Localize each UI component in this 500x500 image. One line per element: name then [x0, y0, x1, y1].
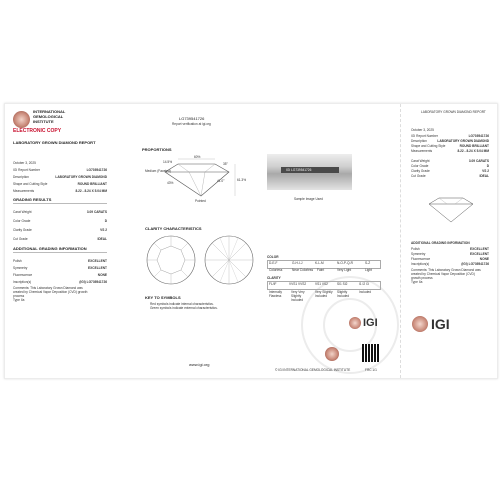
report-number-row — [13, 168, 107, 173]
row-label: Carat Weight — [411, 159, 430, 163]
row-label: IGI Report Number — [411, 134, 438, 138]
clarity-grade: VS1 VS2 — [315, 282, 328, 286]
institute-name-line-2: GEMOLOGICAL — [33, 114, 64, 119]
row-label: Cut Grade — [13, 237, 28, 241]
row-value: D — [104, 219, 107, 223]
color-word: Near Colorless — [292, 268, 314, 272]
row-label: Measurements — [13, 189, 35, 193]
right-row — [411, 134, 489, 138]
electronic-copy-label: ELECTRONIC COPY — [13, 128, 62, 134]
right-date: October 3, 2025 — [411, 128, 434, 132]
right-comments-3: growth process — [411, 276, 433, 280]
right-row — [411, 149, 489, 153]
color-grade: N-O-P-Q-R — [337, 261, 353, 265]
clarity-plot-pavilion — [203, 234, 255, 286]
right-row — [411, 164, 489, 168]
right-add-row — [411, 247, 489, 251]
row-value: (IGI) LG739541726 — [79, 280, 107, 284]
prop-label: 60% — [194, 155, 201, 159]
row-label: IGI Report Number — [13, 168, 40, 172]
row-value: (IGI) LG739541726 — [461, 262, 489, 266]
igi-report-document — [4, 103, 498, 379]
row-label: Color Grade — [411, 164, 429, 168]
proportions-diagram — [145, 150, 265, 206]
inscription-row — [13, 280, 107, 285]
color-grade: K-L-M — [315, 261, 324, 265]
institute-name-line-3: INSTITUTE — [33, 119, 54, 124]
right-report-title: LABORATORY GROWN DIAMOND REPORT — [421, 110, 486, 114]
row-label: Description — [411, 139, 427, 143]
row-value: EXCELLENT — [88, 266, 107, 270]
report-title: LABORATORY GROWN DIAMOND REPORT — [13, 140, 96, 145]
row-value: LABORATORY GROWN DIAMOND — [437, 139, 489, 143]
right-row — [411, 144, 489, 148]
symmetry-row — [13, 266, 107, 271]
row-value: LG739541726 — [468, 134, 489, 138]
row-label: Carat Weight — [13, 210, 32, 214]
row-value: 3.09 CARATS — [468, 159, 489, 163]
key-line-green: Green symbols indicate external characteristics. — [150, 306, 218, 310]
row-value: NONE — [97, 273, 107, 277]
row-label: Polish — [411, 247, 420, 251]
verification-note: Report verification at igi.org — [172, 122, 211, 126]
grading-results-title: GRADING RESULTS — [13, 197, 52, 202]
key-to-symbols-title: KEY TO SYMBOLS — [145, 295, 181, 300]
comments-line-4: Type IIa — [13, 298, 25, 302]
igi-seal-logo-footer — [325, 347, 339, 361]
row-label: Inscription(s) — [13, 280, 32, 284]
row-label: Inscription(s) — [411, 262, 430, 266]
igi-logo-text-center: IGI — [363, 317, 378, 329]
color-scale-title: COLOR — [267, 255, 279, 259]
color-grade: G-H-I-J — [292, 261, 303, 265]
clarity-word: Included — [359, 290, 372, 294]
row-value: VS 2 — [100, 228, 107, 232]
row-value: ROUND BRILLIANT — [459, 144, 489, 148]
footer-page: FRC 1/1 — [365, 368, 377, 372]
row-value: VS 2 — [482, 169, 489, 173]
shape-row — [13, 182, 107, 187]
clarity-characteristics-title: CLARITY CHARACTERISTICS — [145, 226, 202, 231]
clarity-grade: FL/IF — [269, 282, 277, 286]
proportions-title: PROPORTIONS — [142, 147, 172, 152]
prop-label: 43% — [167, 181, 174, 185]
key-line-red: Red symbols indicate internal characteristics. — [150, 302, 214, 306]
report-date: October 3, 2025 — [13, 161, 36, 165]
row-value: LABORATORY GROWN DIAMOND — [55, 175, 107, 179]
right-row — [411, 169, 489, 173]
row-label: Clarity Grade — [411, 169, 430, 173]
color-word: Very Light — [337, 268, 352, 272]
color-word: Faint — [317, 268, 325, 272]
right-comments-4: Type IIa — [411, 280, 423, 284]
clarity-word: Very Slightly Included — [315, 290, 333, 298]
row-label: Polish — [13, 259, 22, 263]
color-grade: S-Z — [365, 261, 371, 265]
row-label: Shape and Cutting Style — [13, 182, 48, 186]
prop-label: Pointed — [195, 199, 206, 203]
row-label: Shape and Cutting Style — [411, 144, 446, 148]
divider — [13, 203, 107, 204]
row-label: Measurements — [411, 149, 433, 153]
row-label: Cut Grade — [411, 174, 426, 178]
sample-image-caption: Sample Image Used — [294, 197, 323, 201]
website: www.igi.org — [189, 362, 210, 367]
right-comments-1: Comments: This Laboratory Grown Diamond was — [411, 268, 481, 272]
row-label: Symmetry — [13, 266, 28, 270]
divider — [13, 252, 107, 253]
right-row — [411, 139, 489, 143]
footer-copyright: © IGI INTERNATIONAL GEMOLOGICAL INSTITUTE — [275, 368, 351, 372]
row-value: EXCELLENT — [88, 259, 107, 263]
row-value: 3.09 CARATS — [86, 210, 107, 214]
description-row — [13, 175, 107, 180]
row-value: LG739541726 — [86, 168, 107, 172]
right-row — [411, 159, 489, 163]
igi-logo-circle-center — [349, 317, 361, 329]
row-label: Fluorescence — [13, 273, 33, 277]
column-divider — [400, 104, 401, 378]
right-proportions-diagram — [423, 192, 479, 226]
clarity-grade: VVS1 VVS2 — [289, 282, 307, 286]
row-label: Fluorescence — [411, 257, 431, 261]
row-value: 8.22 - 8.24 X 5.04 MM — [457, 149, 489, 153]
clarity-grade: SI1 SI2 — [337, 282, 348, 286]
color-word: Colorless — [269, 268, 283, 272]
row-label: Clarity Grade — [13, 228, 32, 232]
verification-qr-code — [362, 344, 380, 362]
institute-name-line-1: INTERNATIONAL — [33, 109, 66, 114]
right-add-row — [411, 252, 489, 256]
row-value: NONE — [479, 257, 489, 261]
comments-line-3: process — [13, 294, 25, 298]
clarity-scale-title: CLARITY — [267, 276, 281, 280]
right-add-row — [411, 257, 489, 261]
cut-grade-row — [13, 237, 107, 242]
right-add-row — [411, 262, 489, 266]
report-number-heading: LG739541726 — [179, 116, 205, 121]
row-label: Symmetry — [411, 252, 426, 256]
igi-logo-text: IGI — [431, 316, 450, 332]
polish-row — [13, 259, 107, 264]
igi-seal-logo — [13, 111, 30, 128]
right-row — [411, 174, 489, 178]
color-grade: D-E-F — [269, 261, 278, 265]
color-grade-row — [13, 219, 107, 224]
row-value: IDEAL — [97, 237, 107, 241]
measurements-row — [13, 189, 107, 194]
prop-label: Medium (Faceted) — [145, 169, 171, 173]
additional-grading-title: ADDITIONAL GRADING INFORMATION — [13, 246, 87, 251]
comments-line-1: Comments: This Laboratory Grown Diamond was — [13, 286, 83, 290]
prop-label: 35° — [223, 162, 228, 166]
comments-line-2: created by Chemical Vapor Deposition (CVD) growth — [13, 290, 88, 294]
row-value: EXCELLENT — [470, 252, 489, 256]
clarity-grade: I1 I2 I3 — [359, 282, 369, 286]
row-label: Color Grade — [13, 219, 31, 223]
row-value: D — [486, 164, 489, 168]
prop-label: 14.5% — [163, 160, 173, 164]
right-comments-2: created by Chemical Vapor Deposition (CVD) — [411, 272, 475, 276]
clarity-word: Slightly Included — [337, 290, 350, 298]
clarity-word: Very Very Slightly Included — [291, 290, 305, 302]
row-value: 8.22 - 8.24 X 5.04 MM — [75, 189, 107, 193]
photo-inscription-text: IGI LG739541726 — [286, 168, 312, 172]
igi-logo-circle — [412, 316, 428, 332]
row-value: ROUND BRILLIANT — [77, 182, 107, 186]
right-additional-title: ADDITIONAL GRADING INFORMATION — [411, 241, 470, 245]
prop-label: 61.3% — [237, 178, 247, 182]
row-label: Description — [13, 175, 29, 179]
carat-row — [13, 210, 107, 215]
clarity-plot-crown — [145, 234, 197, 286]
clarity-word: Internally Flawless — [269, 290, 282, 298]
row-value: EXCELLENT — [470, 247, 489, 251]
clarity-grade-row — [13, 228, 107, 233]
prop-label: 41.0° — [217, 179, 225, 183]
row-value: IDEAL — [479, 174, 489, 178]
color-word: Light — [365, 268, 372, 272]
fluorescence-row — [13, 273, 107, 278]
